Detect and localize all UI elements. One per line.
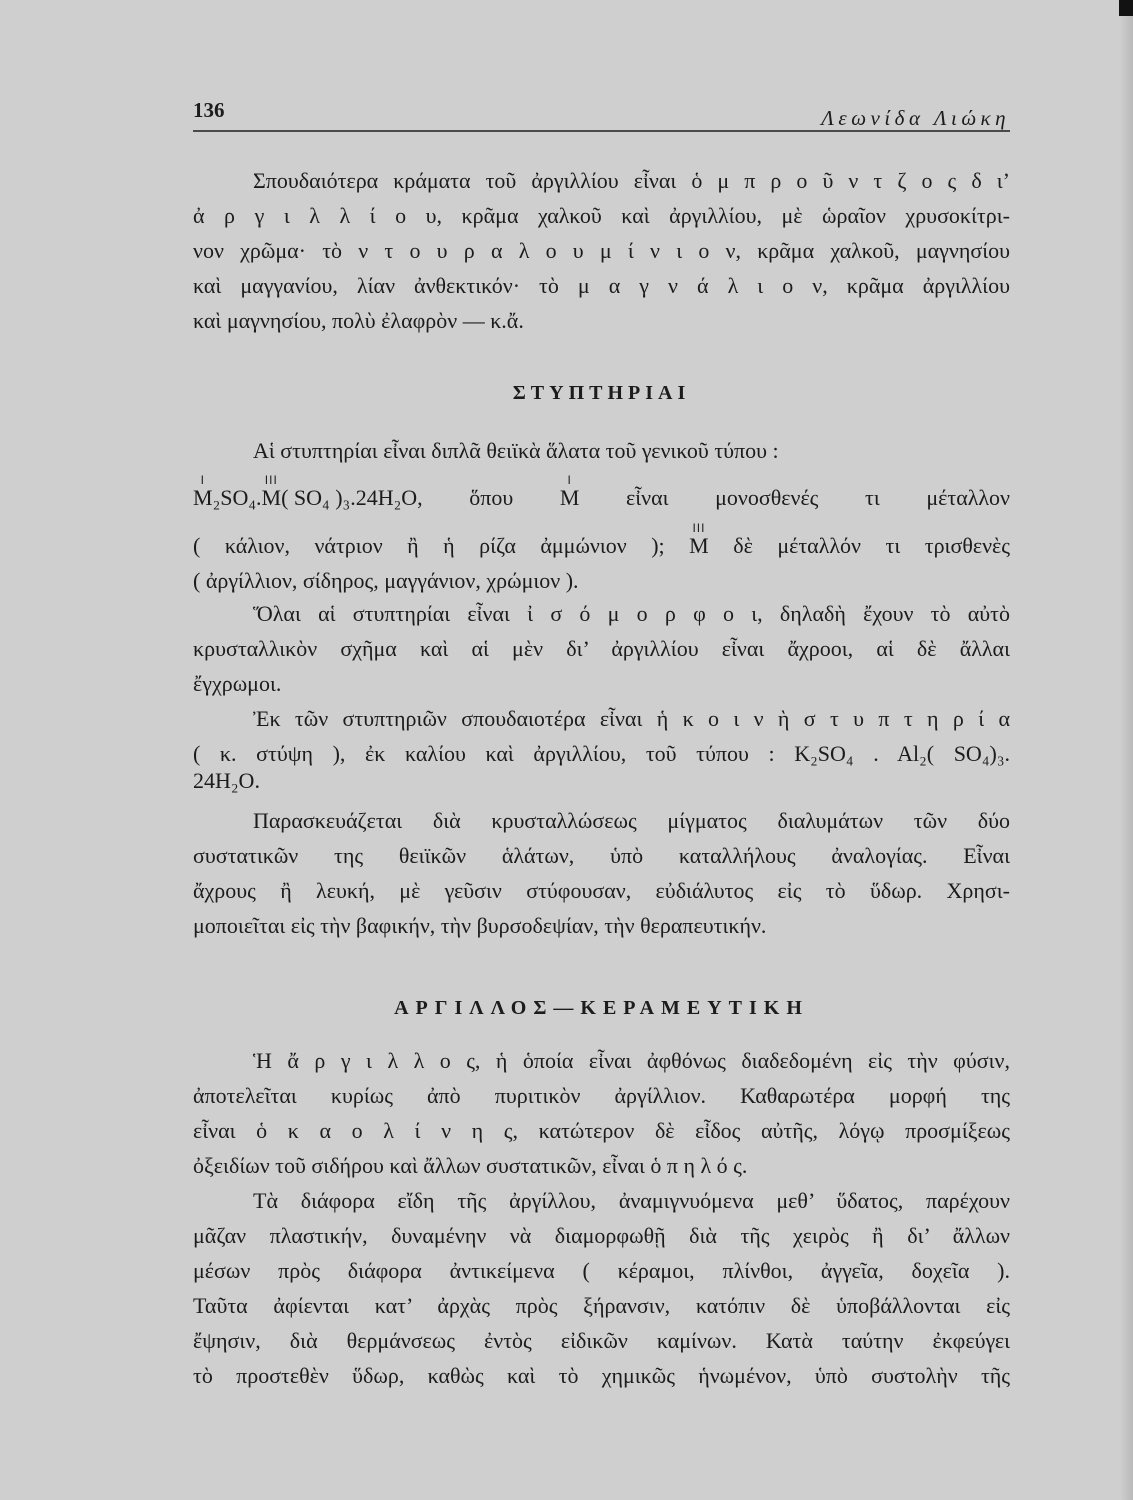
text-line: συστατικῶν της θειϊκῶν ἁλάτων, ὑπὸ καταλλήλους ἀναλογίας. Εἶναι: [193, 843, 1010, 868]
alum-general-formula: [193, 473, 423, 510]
metal-symbol: [559, 473, 580, 510]
line-text: δὲ μέταλλόν τι τρισθενὲς: [708, 533, 1010, 558]
formula-line: [193, 473, 1011, 515]
text-line: τὸ προστεθὲν ὕδωρ, καθὼς καὶ τὸ χημικῶς ἡνωμένον, ὑπὸ συστολὴν τῆς: [193, 1363, 1010, 1388]
metal-symbol: [193, 473, 213, 510]
text-line: κρυσταλλικὸν σχῆμα καὶ αἱ μὲν δι’ ἀργιλλίου εἶναι ἄχροοι, αἱ δὲ ἄλλαι: [193, 636, 1010, 661]
symbol-text: M: [261, 485, 282, 510]
valence-mark: I: [567, 473, 572, 487]
text-line: Σπουδαιότερα κράματα τοῦ ἀργιλλίου εἶναι ὁ μ π ρ ο ῦ ν τ ζ ο ς δ ι’: [253, 168, 1010, 193]
valence-mark: III: [264, 473, 278, 487]
valence-mark: III: [692, 521, 706, 535]
text-line: μέσων πρὸς διάφορα ἀντικείμενα ( κέραμοι, πλίνθοι, ἀγγεῖα, δοχεῖα ).: [193, 1258, 1010, 1283]
text-line: Ὅλαι αἱ στυπτηρίαι εἶναι ἰ σ ό μ ο ρ φ ο ι, δηλαδὴ ἔχουν τὸ αὐτὸ: [253, 601, 1010, 626]
text-line: ἔψησιν, διὰ θερμάνσεως ἐντὸς εἰδικῶν καμίνων. Κατὰ ταύτην ἐκφεύγει: [193, 1328, 1010, 1353]
text-line: ὀξειδίων τοῦ σιδήρου καὶ ἄλλων συστατικῶν, εἶναι ὁ π η λ ό ς.: [193, 1153, 748, 1178]
text-line: Τὰ διάφορα εἴδη τῆς ἀργίλλου, ἀναμιγνυόμενα μεθ’ ὕδατος, παρέχουν: [253, 1188, 1010, 1213]
text-line: Ἡ ἄ ρ γ ι λ λ ο ς, ἡ ὁποία εἶναι ἀφθόνως διαδεδομένη εἰς τὴν φύσιν,: [253, 1048, 1010, 1073]
text-line: Παρασκευάζεται διὰ κρυσταλλώσεως μίγματος διαλυμάτων τῶν δύο: [253, 808, 1010, 833]
line-text: εἶναι μονοσθενές τι μέταλλον: [579, 485, 1011, 510]
section-heading: ΑΡΓΙΛΛΟΣ—ΚΕΡΑΜΕΥΤΙΚΗ: [394, 997, 809, 1019]
text-line: Ἐκ τῶν στυπτηριῶν σπουδαιοτέρα εἶναι ἡ κ ο ι ν ὴ σ τ υ π τ η ρ ί α: [253, 706, 1010, 731]
metal-symbol: [689, 521, 709, 558]
symbol-text: M: [559, 485, 580, 510]
symbol-text: M: [193, 485, 213, 510]
line-text: ὅπου: [469, 485, 560, 510]
text-line: καὶ μαγνησίου, πολὺ ἐλαφρὸν — κ.ἄ.: [193, 308, 524, 333]
running-head-author: Λεωνίδα Λιώκη: [821, 106, 1010, 130]
paragraph-common-alum: [193, 701, 1010, 798]
paragraph-preparation: [193, 803, 1010, 943]
text-line: ἀποτελεῖται κυρίως ἀπὸ πυριτικὸν ἀργίλλιον. Καθαρωτέρα μορφή της: [193, 1083, 1010, 1108]
valence-mark: I: [200, 473, 205, 487]
paragraph-alloys: [193, 163, 1010, 338]
text-line: εἶναι ὁ κ α ο λ ί ν η ς, κατώτερον δὲ εἶδος αὐτῆς, λόγῳ προσμίξεως: [193, 1118, 1010, 1143]
paragraph-alums-formula: [193, 433, 1010, 598]
formula-text: ₂SO₄.: [212, 485, 262, 510]
metal-symbol: [261, 473, 282, 510]
section-heading: ΣΤΥΠΤΗΡΙΑΙ: [512, 382, 691, 404]
paragraph-clay: [193, 1043, 1010, 1183]
paragraph-ceramics: [193, 1183, 1010, 1393]
paragraph-isomorphous: [193, 596, 1010, 701]
formula-line: [193, 521, 1010, 563]
text-line: 24H₂O.: [193, 768, 260, 793]
text-line: ( κ. στύψη ), ἐκ καλίου καὶ ἀργιλλίου, τοῦ τύπου : K₂SO₄ . Al₂( SO₄)₃.: [193, 741, 1010, 766]
line-text: ( κάλιον, νάτριον ἢ ἡ ρίζα ἀμμώνιον );: [193, 533, 690, 558]
text-line: ἔγχρωμοι.: [193, 671, 282, 696]
symbol-text: M: [689, 533, 709, 558]
text-line: Ταῦτα ἀφίενται κατ’ ἀρχὰς πρὸς ξήρανσιν, κατόπιν δὲ ὑποβάλλονται εἰς: [193, 1293, 1010, 1318]
text-line: Αἱ στυπτηρίαι εἶναι διπλᾶ θειϊκὰ ἅλατα τοῦ γενικοῦ τύπου :: [253, 438, 779, 463]
scan-edge-shadow: [1120, 0, 1133, 1500]
text-line: καὶ μαγγανίου, λίαν ἀνθεκτικόν· τὸ μ α γ ν ά λ ι ο ν, κρᾶμα ἀργιλλίου: [193, 273, 1010, 298]
text-line: ἄχρους ἢ λευκή, μὲ γεῦσιν στύφουσαν, εὐδιάλυτος εἰς τὸ ὕδωρ. Χρησι-: [193, 878, 1010, 903]
text-line: νον χρῶμα· τὸ ν τ ο υ ρ α λ ο υ μ ί ν ι ο ν, κρᾶμα χαλκοῦ, μαγνησίου: [193, 238, 1010, 263]
text-line: ( ἀργίλλιον, σίδηρος, μαγγάνιον, χρώμιον ).: [193, 568, 579, 593]
text-line: μοποιεῖται εἰς τὴν βαφικήν, τὴν βυρσοδεψίαν, τὴν θεραπευτικήν.: [193, 913, 767, 938]
header-rule: [193, 130, 1010, 132]
page-number: 136: [193, 98, 225, 122]
scan-corner-mark: [1119, 0, 1133, 16]
text-line: ἀ ρ γ ι λ λ ί ο υ, κρᾶμα χαλκοῦ καὶ ἀργιλλίου, μὲ ὡραῖον χρυσοκίτρι-: [193, 203, 1010, 228]
formula-text: ( SO₄ )₃.24H₂O,: [281, 485, 423, 510]
text-line: μᾶζαν πλαστικήν, δυναμένην νὰ διαμορφωθῇ διὰ τῆς χειρὸς ἢ δι’ ἄλλων: [193, 1223, 1010, 1248]
